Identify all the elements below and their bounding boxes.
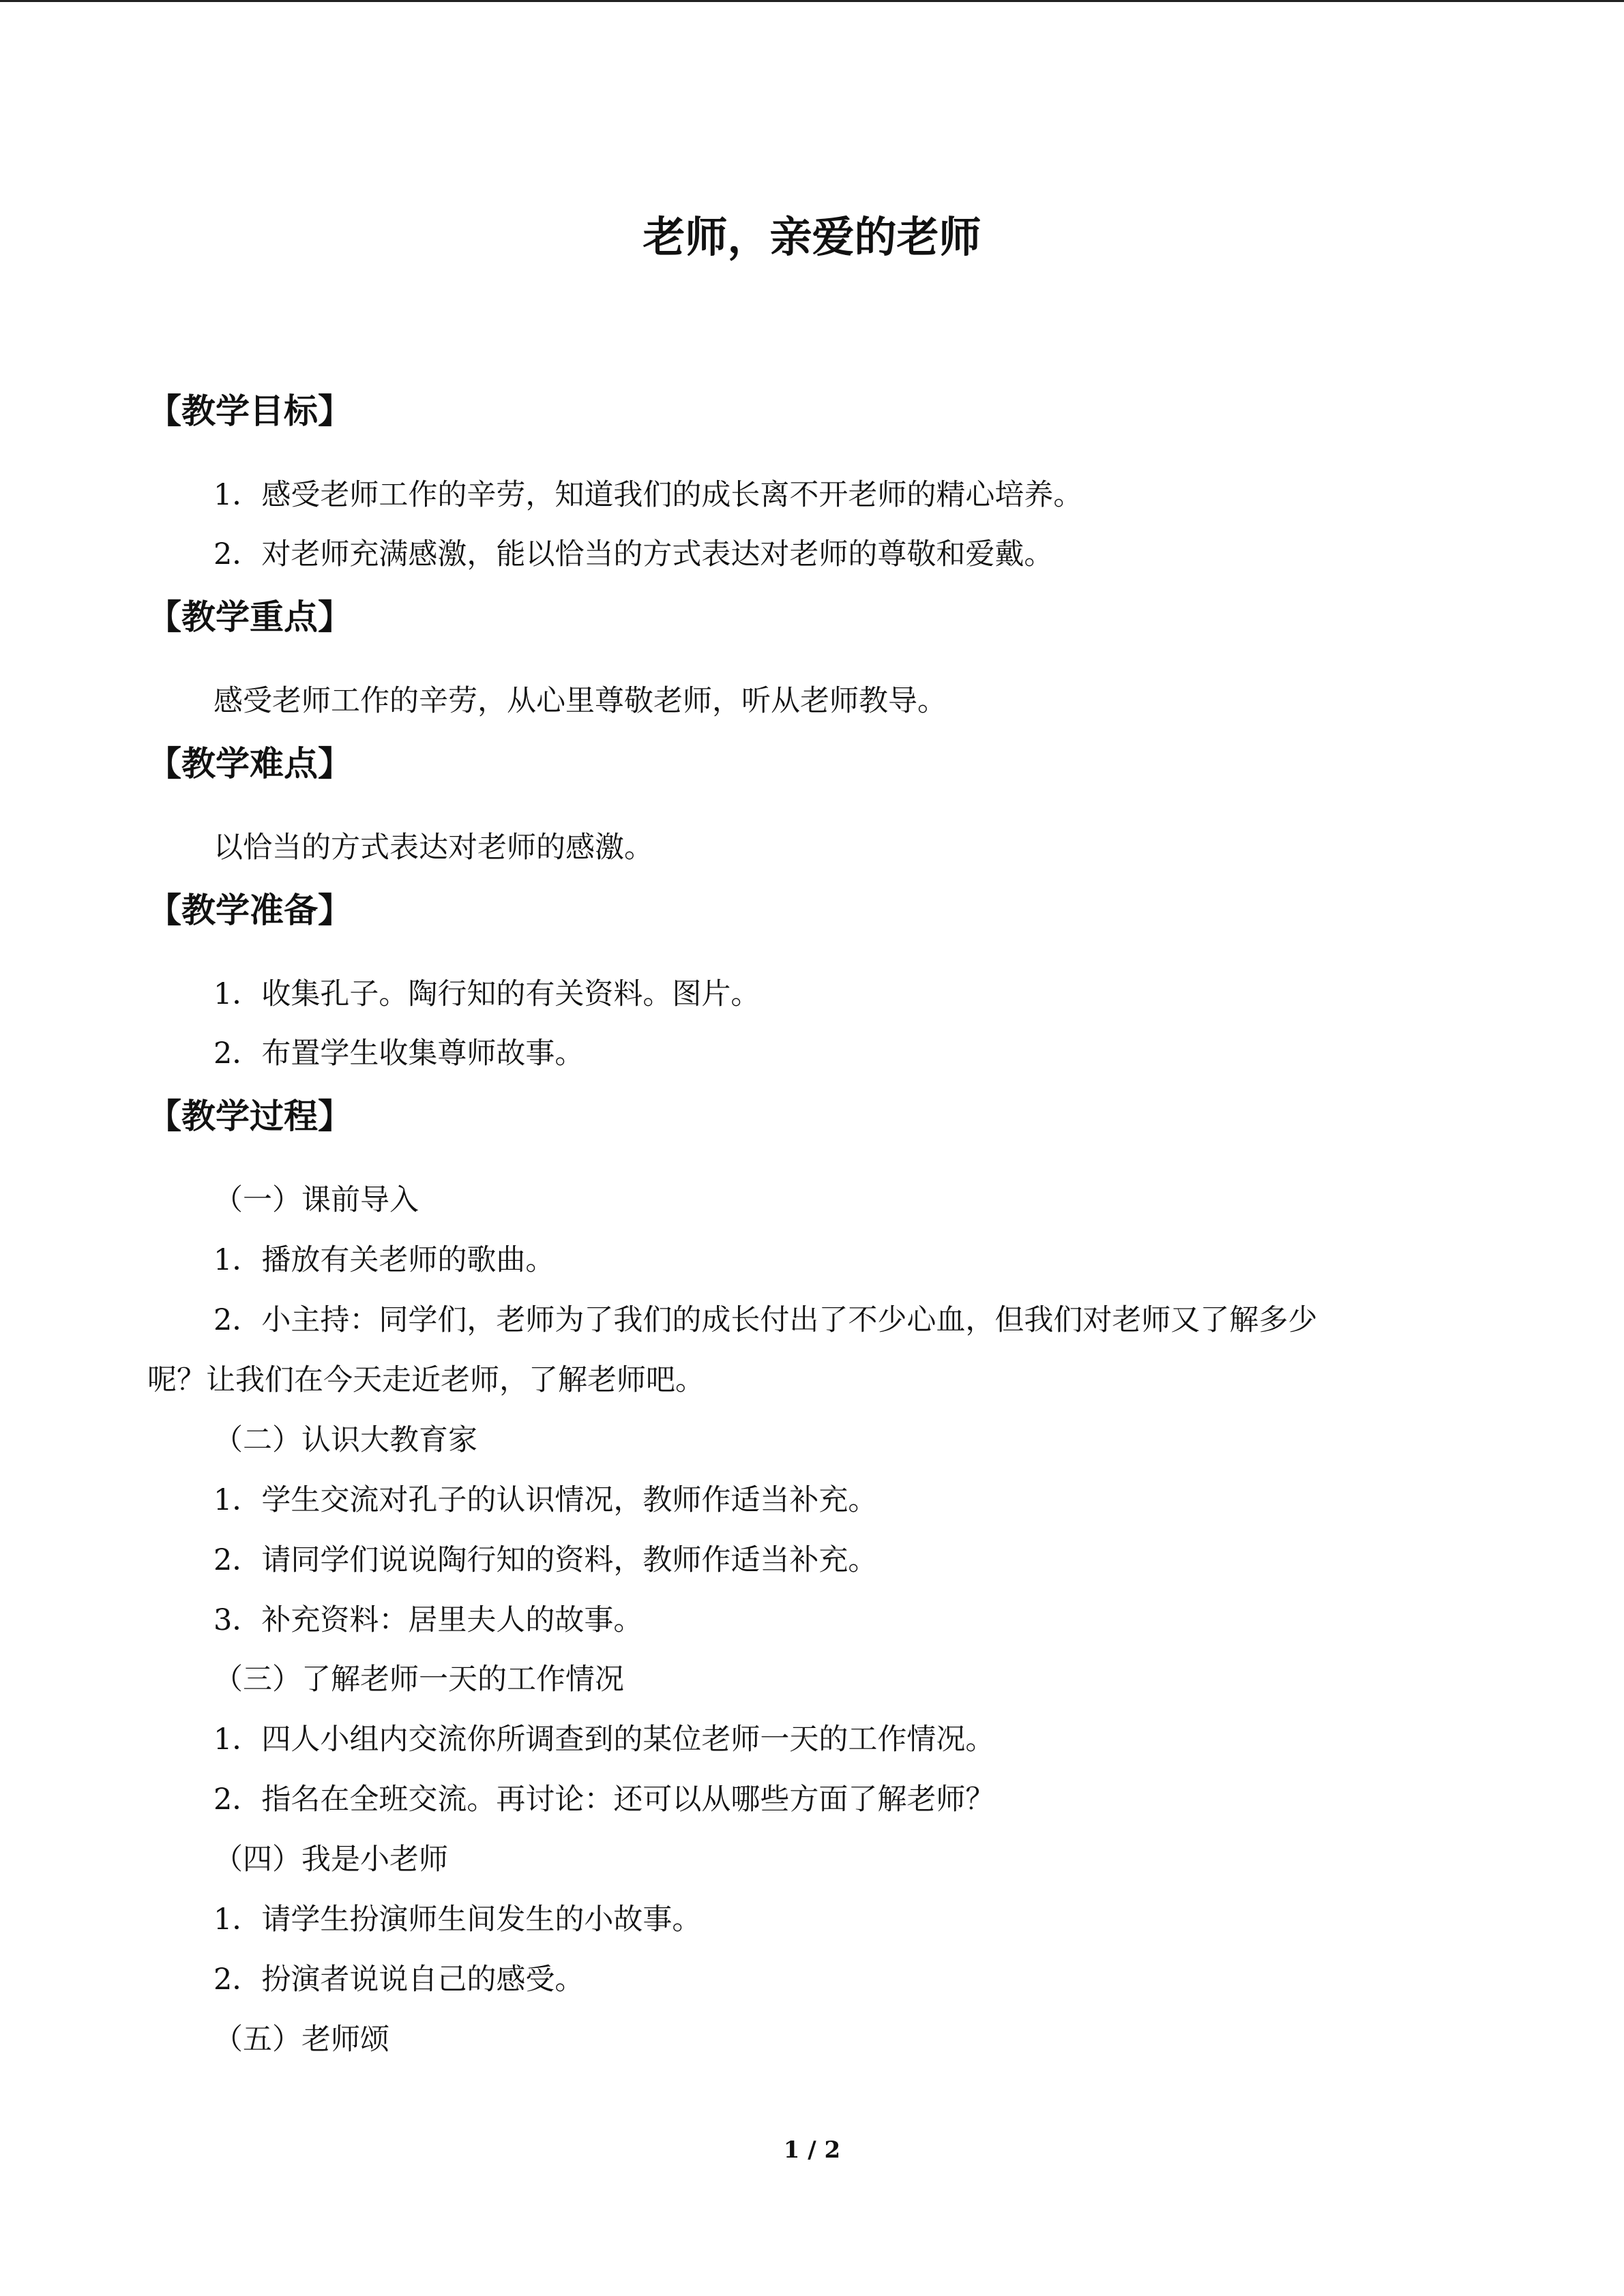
section-heading-focus: 【教学重点】 — [147, 597, 352, 637]
process-part3-item-1: 1．四人小组内交流你所调查到的某位老师一天的工作情况。 — [213, 1723, 995, 1757]
section-heading-goals: 【教学目标】 — [147, 391, 352, 431]
page-number: 1 / 2 — [783, 2136, 841, 2164]
process-part4-item-2: 2．扮演者说说自己的感受。 — [213, 1963, 585, 1997]
process-part1-item-2: 2．小主持：同学们，老师为了我们的成长付出了不少心血，但我们对老师又了解多少 — [213, 1303, 1318, 1337]
goal-item-2: 2．对老师充满感激，能以恰当的方式表达对老师的尊敬和爱戴。 — [213, 537, 1054, 571]
preparation-item-2: 2．布置学生收集尊师故事。 — [213, 1037, 585, 1071]
process-part2-item-2: 2．请同学们说说陶行知的资料，教师作适当补充。 — [213, 1543, 878, 1577]
difficulty-text: 以恰当的方式表达对老师的感激。 — [213, 831, 653, 865]
section-heading-difficulty: 【教学难点】 — [147, 743, 352, 784]
focus-text: 感受老师工作的辛劳，从心里尊敬老师，听从老师教导。 — [213, 684, 947, 718]
process-part4-item-1: 1．请学生扮演师生间发生的小故事。 — [213, 1903, 702, 1937]
process-part3-title: （三）了解老师一天的工作情况 — [213, 1663, 624, 1697]
document-title: 老师，亲爱的老师 — [643, 212, 981, 262]
process-part1-title: （一）课前导入 — [213, 1183, 419, 1217]
goal-item-1: 1．感受老师工作的辛劳，知道我们的成长离不开老师的精心培养。 — [213, 478, 1083, 512]
process-part1-item-1: 1．播放有关老师的歌曲。 — [213, 1243, 555, 1277]
process-part5-title: （五）老师颂 — [213, 2023, 389, 2057]
process-part1-item-2-continued: 呢？让我们在今天走近老师，了解老师吧。 — [147, 1363, 705, 1397]
process-part4-title: （四）我是小老师 — [213, 1843, 448, 1877]
page-top-border — [0, 0, 1624, 2]
preparation-item-1: 1．收集孔子。陶行知的有关资料。图片。 — [213, 977, 761, 1011]
process-part2-item-3: 3．补充资料：居里夫人的故事。 — [213, 1603, 643, 1637]
process-part2-item-1: 1．学生交流对孔子的认识情况，教师作适当补充。 — [213, 1483, 878, 1517]
process-part3-item-2: 2．指名在全班交流。再讨论：还可以从哪些方面了解老师？ — [213, 1783, 995, 1817]
process-part2-title: （二）认识大教育家 — [213, 1423, 477, 1457]
section-heading-preparation: 【教学准备】 — [147, 890, 352, 930]
section-heading-process: 【教学过程】 — [147, 1096, 352, 1136]
